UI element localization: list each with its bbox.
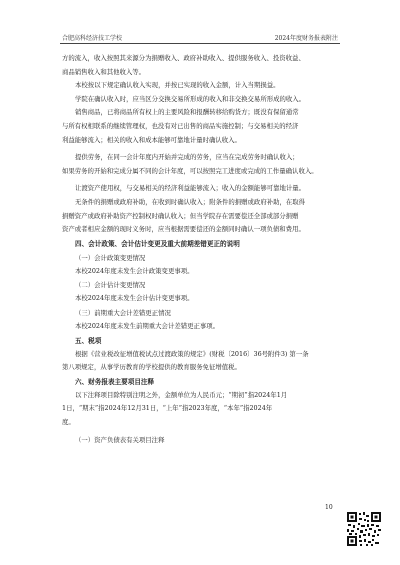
paragraph-line: 方的流入，收入按照其来源分为捐赠收入、政府补助收入、提供服务收入、投资收益、 [62,54,305,62]
subsection-heading: （三）前期重大会计差错更正情况 [75,308,171,317]
paragraph-line: 资产或者相应金额的现时义务时，应当根据需要偿还的金额同时确认一项负债和费用。 [62,225,305,234]
paragraph-line: 以下注释项目除特别注明之外，金额单位为人民币元；“期初”指2024年1月 [75,390,288,399]
subsection-heading: （一）资产负债表有关项目注释 [75,436,165,445]
paragraph-line: 无条件的捐赠或政府补助，在收到时确认收入；附条件的捐赠或政府补助，在取得 [75,197,306,206]
header-school-name: 合肥高科经济技工学校 [62,35,123,42]
subsection-heading: （二）会计估计变更情况 [75,281,146,290]
paragraph-line: 如果劳务的开始和完成分属不同的会计年度，可以按照完工进度或完成的工作量确认收入。 [62,166,318,175]
page-number: 10 [325,504,333,511]
section-heading-5: 五、税项 [75,336,102,345]
header-report-title: 2024年度财务报表附注 [274,35,338,42]
paragraph-line: 商品销售收入和其他收入等。 [62,67,146,76]
paragraph-line: 销售商品，已将商品所有权上的主要风险和报酬转移给购货方；既没有保留通常 [75,108,299,117]
section-heading-6: 六、财务报表主要项目注释 [75,377,155,386]
subsection-heading: （一）会计政策变更情况 [75,253,146,262]
document-body [62,52,342,447]
paragraph-line: 度。 [62,417,75,426]
paragraph-line: 本校按以下规定确认收入实现，并按已实现的收入金额，计入当期损益。 [75,81,280,90]
paragraph-line: 学院在确认收入时，应当区分交换交易所形成的收入和非交换交易所形成的收入。 [75,94,306,103]
header-divider [60,43,340,44]
paragraph-line: 第八项规定，从事学历教育的学校提供的教育服务免征增值税。 [62,363,241,372]
paragraph-line: 捐赠资产或政府补助资产控制权时确认收入；但当学院存在需要偿还全部或部分捐赠 [62,211,299,220]
paragraph-line: 1日，“期末”指2024年12月31日，“上年”指2023年度，“本年”指2024年 [62,404,273,413]
paragraph-line: 让渡资产使用权，与交易相关的经济利益能够流入；收入的金额能够可靠地计量。 [75,184,306,193]
paragraph-line: 本校2024年度未发生前期重大会计差错更正事项。 [75,321,220,330]
section-heading-4: 四、会计政策、会计估计变更及重大前期差错更正的说明 [75,239,240,248]
paragraph-line: 本校2024年度未发生会计估计变更事项。 [75,294,194,303]
paragraph-line: 利益能够流入；相关的收入和成本能够可靠地计量时确认收入。 [62,135,241,144]
qr-code-icon [346,511,382,547]
paragraph-line: 与所有权相联系的继续管理权，也没有对已出售的商品实施控制；与交易相关的经济 [62,121,299,130]
paragraph-line: 根据《营业税改征增值税试点过渡政策的规定》(财税〔2016〕36号附件3) 第一条 [75,349,309,358]
paragraph-line: 提供劳务，在同一会计年度内开始并完成的劳务，应当在完成劳务时确认收入； [75,153,299,162]
paragraph-line: 本校2024年度未发生会计政策变更事项。 [75,266,194,275]
